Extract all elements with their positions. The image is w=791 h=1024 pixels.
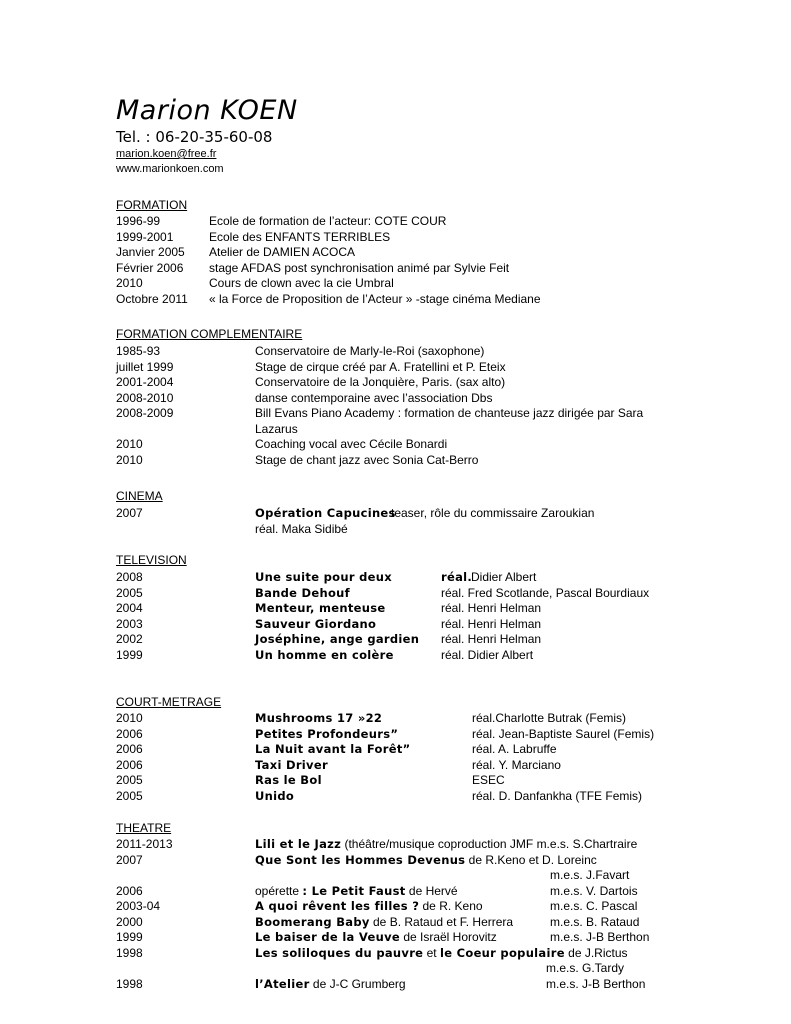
staging-credit: m.e.s. G.Tardy (546, 961, 625, 975)
entry-description: « la Force de Proposition de l’Acteur » -stage cinéma Mediane (209, 291, 541, 306)
entry-details: et (423, 945, 440, 960)
entry-date: 1998 (116, 945, 143, 960)
entry-date: 2006 (116, 757, 143, 772)
list-item (116, 360, 716, 375)
director-name: réal. Didier Albert (441, 647, 534, 662)
entry-date: Octobre 2011 (116, 291, 188, 306)
director-name: réal. Henri Helman (441, 601, 542, 615)
entry-title: Petites Profondeurs” (255, 726, 399, 741)
entry-title: l’Atelier (255, 976, 310, 991)
list-item (116, 261, 716, 276)
entry-date: Février 2006 (116, 260, 184, 275)
entry-details: de R. Keno (419, 899, 483, 913)
entry-date: 2003 (116, 616, 143, 631)
director-name: réal. Henri Helman (441, 616, 542, 631)
entry-description: Cours de clown avec la cie Umbral (209, 276, 394, 290)
director-name: réal. Jean-Baptiste Saurel (Femis) (472, 726, 655, 741)
list-item (116, 437, 716, 452)
list-item (116, 868, 716, 883)
entry-date: juillet 1999 (116, 359, 174, 374)
entry-date: 2004 (116, 601, 143, 615)
list-item (116, 648, 716, 663)
entry-details: opérette (255, 883, 303, 898)
director-name: réal. Y. Marciano (472, 757, 561, 772)
director-label: réal. (441, 570, 473, 584)
list-item (116, 727, 716, 742)
entry-date: 2010 (116, 711, 143, 725)
list-item (116, 789, 716, 804)
list-item (116, 375, 716, 390)
director-name: réal. A. Labruffe (472, 742, 557, 756)
entry-details: de R.Keno et D. Loreinc (465, 852, 597, 867)
list-item (116, 758, 716, 773)
entry-title: Taxi Driver (255, 757, 328, 772)
entry-date: 2010 (116, 437, 143, 451)
list-item (116, 961, 716, 976)
director-name: réal.Charlotte Butrak (Femis) (472, 711, 627, 725)
entry-title: Que Sont les Hommes Devenus (255, 852, 466, 867)
section-formation-title: FORMATION (116, 198, 188, 212)
director-name: ESEC (472, 773, 505, 787)
section-court-metrage-title: COURT-METRAGE (116, 695, 222, 709)
website: www.marionkoen.com (116, 163, 224, 175)
director-name: Didier Albert (471, 570, 537, 584)
entry-description: Coaching vocal avec Cécile Bonardi (255, 437, 448, 451)
section-cinema-title: CINEMA (116, 489, 163, 503)
list-item (116, 276, 716, 291)
section-theatre-title: THEATRE (116, 821, 172, 835)
entry-title: Une suite pour deux (255, 570, 392, 584)
candidate-name: Marion KOEN (116, 95, 298, 126)
entry-description: Lazarus (255, 421, 298, 436)
director-name: réal. Fred Scotlande, Pascal Bourdiaux (441, 585, 650, 600)
list-item (116, 245, 716, 260)
entry-title: Lili et le Jazz (255, 837, 342, 851)
list-item (116, 617, 716, 632)
list-item (116, 915, 716, 930)
entry-date: 2010 (116, 276, 143, 290)
entry-date: 2006 (116, 726, 143, 741)
entry-date: 1985-93 (116, 344, 161, 358)
entry-details: de Israël Horovitz (399, 930, 497, 944)
list-item (116, 522, 716, 537)
director-name: réal. D. Danfankha (TFE Femis) (472, 788, 643, 803)
entry-date: 2003-04 (116, 899, 161, 913)
list-item (116, 853, 716, 868)
staging-credit: m.e.s. J-B Berthon (546, 976, 646, 991)
list-item (116, 391, 716, 406)
list-item (116, 977, 716, 992)
list-item (116, 214, 716, 229)
entry-line (255, 837, 637, 852)
list-item (116, 773, 716, 788)
list-item (116, 586, 716, 601)
entry-date: 1996-99 (116, 214, 161, 228)
entry-date: Janvier 2005 (116, 245, 185, 259)
entry-date: 2008-2009 (116, 406, 174, 420)
entry-date: 2000 (116, 914, 143, 929)
staging-credit: m.e.s. C. Pascal (550, 899, 638, 913)
entry-date: 2008-2010 (116, 390, 174, 405)
entry-description: Ecole de formation de l’acteur: COTE COUR (209, 214, 447, 228)
entry-details: de J-C Grumberg (309, 976, 406, 991)
entry-description: Conservatoire de la Jonquière, Paris. (sax alto) (255, 375, 506, 389)
email-link[interactable]: marion.koen@free.fr (116, 148, 217, 160)
entry-date: 2002 (116, 632, 143, 646)
entry-date: 1999-2001 (116, 229, 174, 244)
entry-details: de B. Rataud et F. Herrera (369, 914, 514, 929)
entry-date: 2007 (116, 852, 143, 867)
entry-date: 2006 (116, 742, 143, 756)
entry-title: Mushrooms 17 »22 (255, 711, 383, 725)
list-item (116, 506, 716, 521)
entry-date: 2010 (116, 452, 143, 467)
entry-description: Stage de chant jazz avec Sonia Cat-Berro (255, 452, 479, 467)
entry-date: 2006 (116, 883, 143, 898)
phone-number: Tel. : 06-20-35-60-08 (116, 128, 273, 146)
entry-date: 2008 (116, 570, 143, 584)
entry-title: : Le Petit Faust (302, 883, 406, 898)
staging-credit: m.e.s. J.Favart (550, 868, 630, 882)
list-item (116, 899, 716, 914)
entry-line (255, 946, 628, 961)
entry-description: Stage de cirque créé par A. Fratellini et P. Eteix (255, 359, 506, 374)
entry-description: Conservatoire de Marly-le-Roi (saxophone) (255, 344, 485, 358)
entry-title: Sauveur Giordano (255, 616, 377, 631)
entry-title: La Nuit avant la Forêt” (255, 742, 411, 756)
entry-title: Joséphine, ange gardien (255, 632, 420, 646)
entry-title: Un homme en colère (255, 647, 394, 662)
entry-title: Le baiser de la Veuve (255, 930, 400, 944)
entry-description: stage AFDAS post synchronisation animé par Sylvie Feit (209, 260, 510, 275)
entry-line (255, 930, 497, 945)
entry-title: Menteur, menteuse (255, 601, 386, 615)
list-item (116, 946, 716, 961)
director-name: réal. Henri Helman (441, 632, 542, 646)
entry-date: 2001-2004 (116, 375, 174, 389)
list-item (116, 711, 716, 726)
entry-title: Opération Capucines (255, 506, 396, 520)
entry-title: Unido (255, 788, 295, 803)
entry-title: A quoi rêvent les filles ? (255, 899, 420, 913)
list-item (116, 570, 716, 585)
entry-line (255, 899, 483, 914)
entry-date: 1999 (116, 930, 143, 944)
staging-credit: m.e.s. J-B Berthon (550, 930, 650, 944)
list-item (116, 837, 716, 852)
list-item (116, 406, 716, 421)
entry-line (255, 884, 458, 899)
list-item (116, 344, 716, 359)
entry-date: 2005 (116, 585, 143, 600)
entry-date: 1999 (116, 647, 143, 662)
entry-description: danse contemporaine avec l’association Dbs (255, 390, 493, 405)
entry-title: Les soliloques du pauvre (255, 945, 424, 960)
list-item (116, 453, 716, 468)
entry-details: teaser, rôle du commissaire Zaroukian (391, 506, 595, 520)
list-item (116, 930, 716, 945)
entry-title: Ras le Bol (255, 773, 322, 787)
entry-date: 2005 (116, 788, 143, 803)
list-item (116, 632, 716, 647)
entry-details: de J.Rictus (564, 945, 628, 960)
list-item (116, 230, 716, 245)
entry-line (255, 853, 597, 868)
list-item (116, 422, 716, 437)
section-formation-complementaire-title: FORMATION COMPLEMENTAIRE (116, 327, 303, 341)
entry-date: 2011-2013 (116, 837, 173, 851)
section-television-title: TELEVISION (116, 553, 187, 567)
list-item (116, 742, 716, 757)
entry-details: (théâtre/musique coproduction JMF m.e.s. S.Chartraire (341, 837, 638, 851)
entry-title: Bande Dehouf (255, 585, 350, 600)
staging-credit: m.e.s. B. Rataud (550, 914, 640, 929)
entry-line (255, 915, 513, 930)
entry-date: 2005 (116, 773, 143, 787)
staging-credit: m.e.s. V. Dartois (550, 883, 638, 898)
entry-date: 1998 (116, 976, 143, 991)
entry-details: de Hervé (405, 883, 458, 898)
entry-title: Boomerang Baby (255, 914, 370, 929)
entry-description: Ecole des ENFANTS TERRIBLES (209, 229, 391, 244)
list-item (116, 601, 716, 616)
list-item (116, 292, 716, 307)
entry-date: 2007 (116, 506, 143, 520)
entry-line (255, 977, 406, 992)
entry-details: réal. Maka Sidibé (255, 521, 348, 536)
list-item (116, 884, 716, 899)
entry-description: Bill Evans Piano Academy : formation de chanteuse jazz dirigée par Sara (255, 406, 644, 420)
entry-description: Atelier de DAMIEN ACOCA (209, 245, 356, 259)
entry-title: le Coeur populaire (439, 945, 565, 960)
